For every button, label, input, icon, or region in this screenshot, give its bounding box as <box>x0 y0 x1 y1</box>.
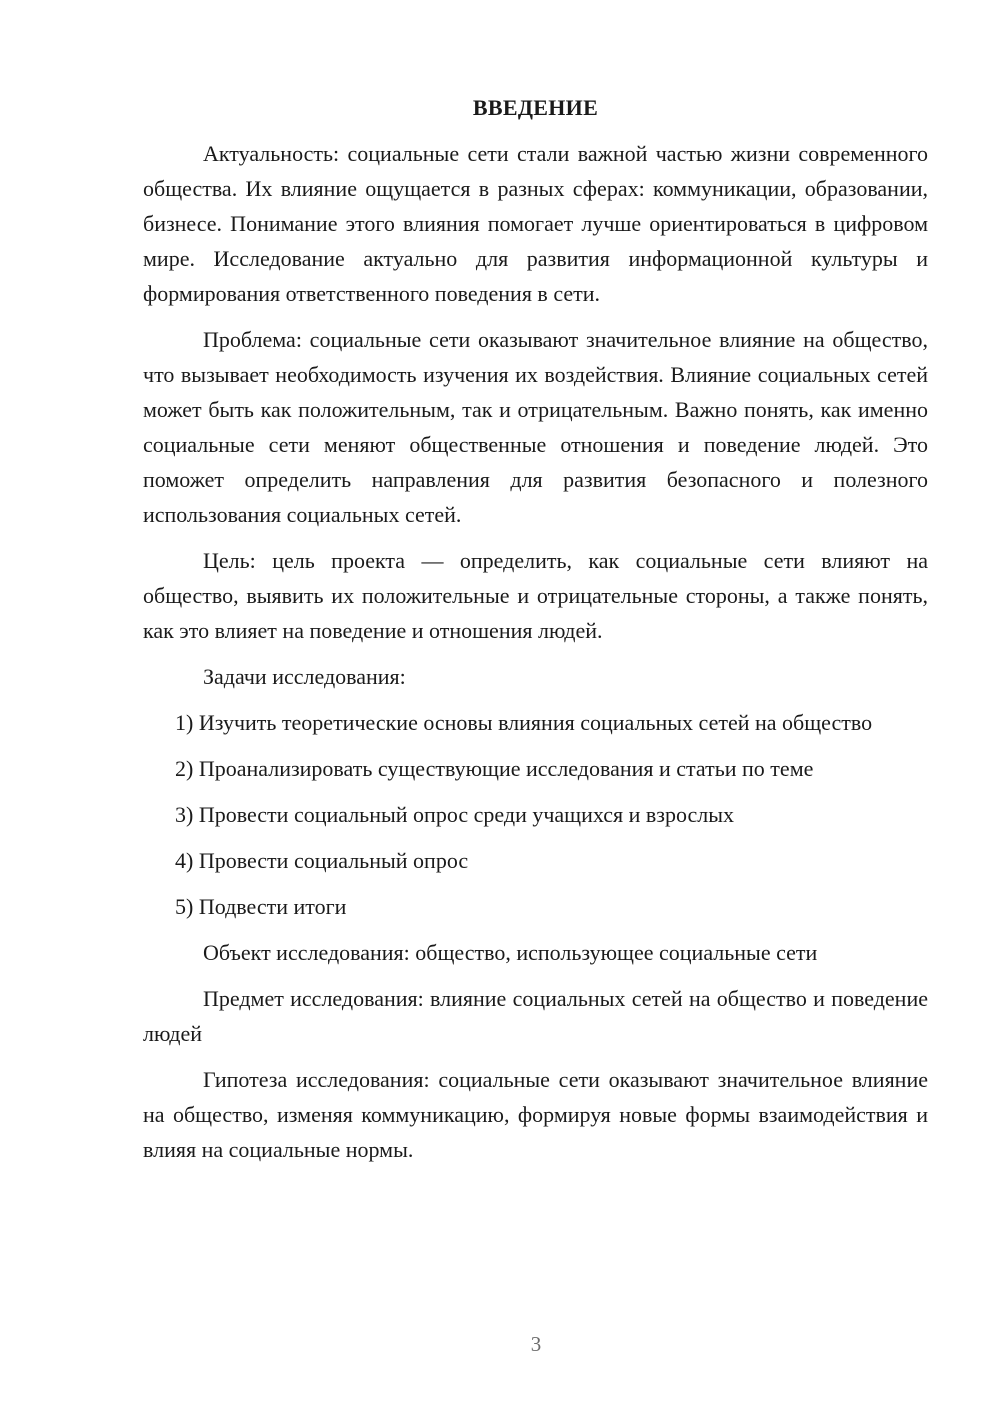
list-item: 3) Провести социальный опрос среди учащихся и взрослых <box>175 802 735 827</box>
page-number: 3 <box>530 1332 542 1356</box>
list-item: 5) Подвести итоги <box>175 894 347 919</box>
page-title: ВВЕДЕНИЕ <box>472 95 599 120</box>
tasks-list <box>143 705 928 924</box>
tasks-heading: Задачи исследования: <box>203 664 406 689</box>
document-page <box>143 90 928 1178</box>
list-item: 2) Проанализировать существующие исследования и статьи по теме <box>175 756 814 781</box>
hypothesis-paragraph: Гипотеза исследования: социальные сети оказывают значительное влияние на общество, изменяя коммуникацию, формируя новые формы взаимодействия и влияя на социальные нормы. <box>143 1067 928 1162</box>
list-item: 4) Провести социальный опрос <box>175 848 469 873</box>
problem-paragraph: Проблема: социальные сети оказывают значительное влияние на общество, что вызывает необходимость изучения их воздействия. Влияние социальных сетей может быть как положительным, так и отрицательным. Важно понять, как именно социальные сети меняют общественные отношения и поведение людей. Это поможет определить направления для развития безопасного и полезного использования социальных сетей. <box>143 327 928 527</box>
relevance-paragraph: Актуальность: социальные сети стали важной частью жизни современного общества. Их влияние ощущается в разных сферах: коммуникации, образовании, бизнесе. Понимание этого влияния помогает лучше ориентироваться в цифровом мире. Исследование актуально для развития информационной культуры и формирования ответственного поведения в сети. <box>143 141 928 306</box>
goal-paragraph: Цель: цель проекта — определить, как социальные сети влияют на общество, выявить их положительные и отрицательные стороны, а также понять, как это влияет на поведение и отношения людей. <box>143 548 928 643</box>
object-paragraph: Объект исследования: общество, использующее социальные сети <box>203 940 818 965</box>
list-item: 1) Изучить теоретические основы влияния социальных сетей на общество <box>175 710 873 735</box>
subject-paragraph: Предмет исследования: влияние социальных сетей на общество и поведение людей <box>143 986 928 1046</box>
